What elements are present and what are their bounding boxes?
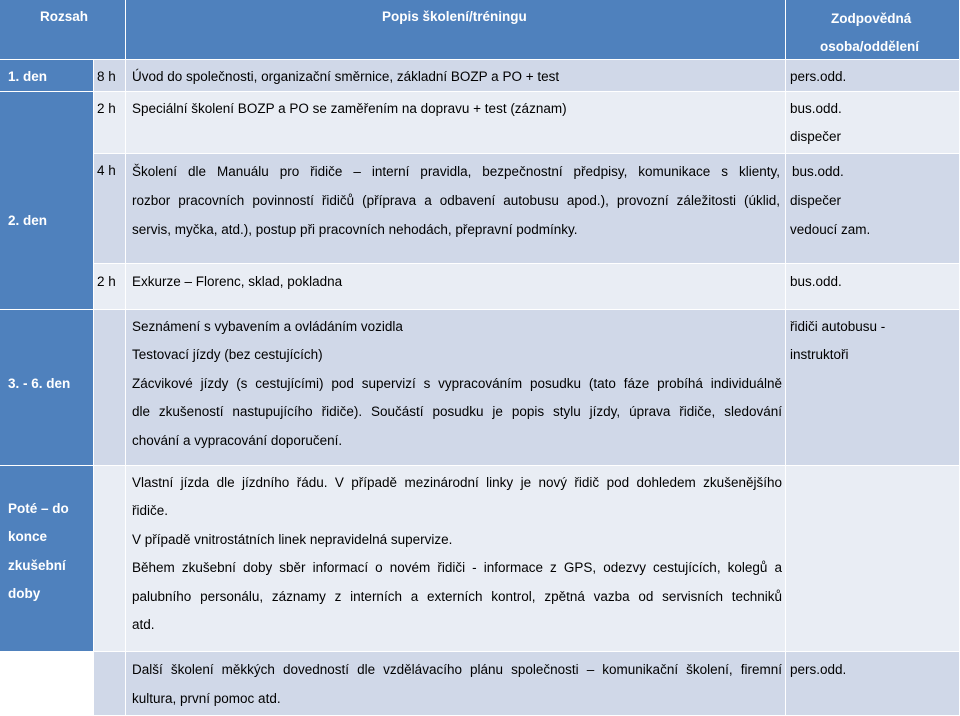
day2-r2-desc-line2: rozbor pracovních povinností řidičů (příprava a odbavení autobusu apod.), provozní záležitosti (úklid,	[132, 193, 780, 208]
days36-rozsah-cell	[0, 310, 94, 466]
days36-desc-line4: dle zkušeností nastupujícího řidiče). Součástí posudku je popis stylu jízdy, úprava řidiče, sledování	[132, 404, 782, 419]
days36-desc-line2: Testovací jízdy (bez cestujících)	[132, 347, 323, 362]
after-desc-line6: atd.	[132, 617, 155, 632]
after-desc-line3: V případě vnitrostátních linek nepravidelná supervize.	[132, 532, 453, 547]
day2-r1-resp-1: bus.odd.	[790, 101, 842, 116]
day2-r1-desc: Speciální školení BOZP a PO se zaměřením na dopravu + test (záznam)	[132, 101, 567, 116]
row1-hours: 8 h	[97, 69, 116, 84]
after-desc-line2: řidiče.	[132, 503, 169, 518]
day2-r2-hours-cell	[94, 154, 126, 264]
last-hours-cell	[94, 652, 126, 716]
day2-r1-desc-cell	[126, 92, 786, 154]
day2-r2-resp-1: bus.odd.	[792, 164, 844, 179]
header-zodp-line1: Zodpovědná	[831, 11, 912, 26]
days36-desc-line3: Zácvikové jízdy (s cestujícími) pod supervizí s vypracováním posudku (tato fáze probíhá individuálně	[132, 376, 782, 391]
after-desc-line5: palubního personálu, záznamy z interních a externích kontrol, zpětná vazba od servisních techniků	[132, 589, 782, 604]
day2-r2-desc-line1: Školení dle Manuálu pro řidiče – interní pravidla, bezpečnostní předpisy, komunikace s klienty,	[132, 164, 780, 179]
days36-resp-2: instruktoři	[790, 347, 849, 362]
row1-rozsah-cell	[0, 60, 94, 92]
days36-desc-cell	[126, 310, 786, 466]
day2-r2-desc-cell	[126, 154, 786, 264]
day2-r2-resp-3: vedoucí zam.	[790, 222, 871, 237]
days36-resp-cell	[786, 310, 960, 466]
header-rozsah: Rozsah	[40, 9, 89, 24]
day2-r3-desc: Exkurze – Florenc, sklad, pokladna	[132, 274, 343, 289]
day2-r1-hours: 2 h	[97, 101, 116, 116]
last-resp-cell	[786, 652, 960, 716]
after-rozsah-line2: konce	[8, 529, 48, 544]
after-hours-cell	[94, 466, 126, 652]
row1-rozsah: 1. den	[8, 69, 48, 84]
day2-r1-resp-2: dispečer	[790, 129, 842, 144]
days36-desc-line5: chování a vypracování doporučení.	[132, 433, 343, 448]
days36-hours-cell	[94, 310, 126, 466]
day2-rozsah-cell	[0, 92, 94, 310]
after-rozsah-line3: zkušební	[8, 558, 66, 573]
header-zodp-cell	[786, 0, 960, 60]
day2-r1-hours-cell	[94, 92, 126, 154]
day2-r1-resp-cell	[786, 92, 960, 154]
last-desc-line2: kultura, první pomoc atd.	[132, 691, 281, 706]
day2-r3-hours: 2 h	[97, 274, 116, 289]
after-desc-line1: Vlastní jízda dle jízdního řádu. V případě mezinárodní linky je nový řidič pod dohledem zkušenějšího	[132, 475, 782, 490]
row1-desc: Úvod do společnosti, organizační směrnice, základní BOZP a PO + test	[132, 69, 560, 84]
day2-r2-hours: 4 h	[97, 163, 116, 178]
day2-r3-desc-cell	[126, 264, 786, 310]
row1-resp: pers.odd.	[790, 69, 847, 84]
after-rozsah-line4: doby	[8, 586, 41, 601]
days36-desc-line1: Seznámení s vybavením a ovládáním vozidla	[132, 319, 403, 334]
row1-resp-cell	[786, 60, 960, 92]
last-rozsah-cell	[0, 652, 94, 716]
day2-rozsah: 2. den	[8, 213, 48, 228]
day2-r3-resp-cell	[786, 264, 960, 310]
day2-r3-resp: bus.odd.	[790, 274, 842, 289]
after-desc-cell	[126, 466, 786, 652]
day2-r3-hours-cell	[94, 264, 126, 310]
day2-r2-resp-2: dispečer	[790, 193, 842, 208]
after-desc-line4: Během zkušební doby sběr informací o novém řidiči - informace z GPS, odezvy cestujících, kolegů a	[132, 560, 782, 575]
header-popis: Popis školení/tréningu	[382, 9, 527, 24]
row1-hours-cell	[94, 60, 126, 92]
header-rozsah-cell	[0, 0, 126, 60]
last-desc-line1: Další školení měkkých dovedností dle vzdělávacího plánu společnosti – komunikační školení, firemní	[132, 662, 782, 677]
last-desc-cell	[126, 652, 786, 716]
days36-rozsah: 3. - 6. den	[8, 376, 71, 391]
after-resp-cell	[786, 466, 960, 652]
header-zodp-line2: osoba/oddělení	[820, 39, 920, 54]
header-popis-cell	[126, 0, 786, 60]
days36-resp-1: řidiči autobusu -	[790, 319, 886, 334]
last-resp: pers.odd.	[790, 662, 847, 677]
after-rozsah-cell	[0, 466, 94, 652]
day2-r2-desc-line3: servis, myčka, atd.), postup při pracovních nehodách, přepravní podmínky.	[132, 222, 578, 237]
after-rozsah-line1: Poté – do	[8, 501, 69, 516]
row1-desc-cell	[126, 60, 786, 92]
day2-r2-resp-cell	[786, 154, 960, 264]
